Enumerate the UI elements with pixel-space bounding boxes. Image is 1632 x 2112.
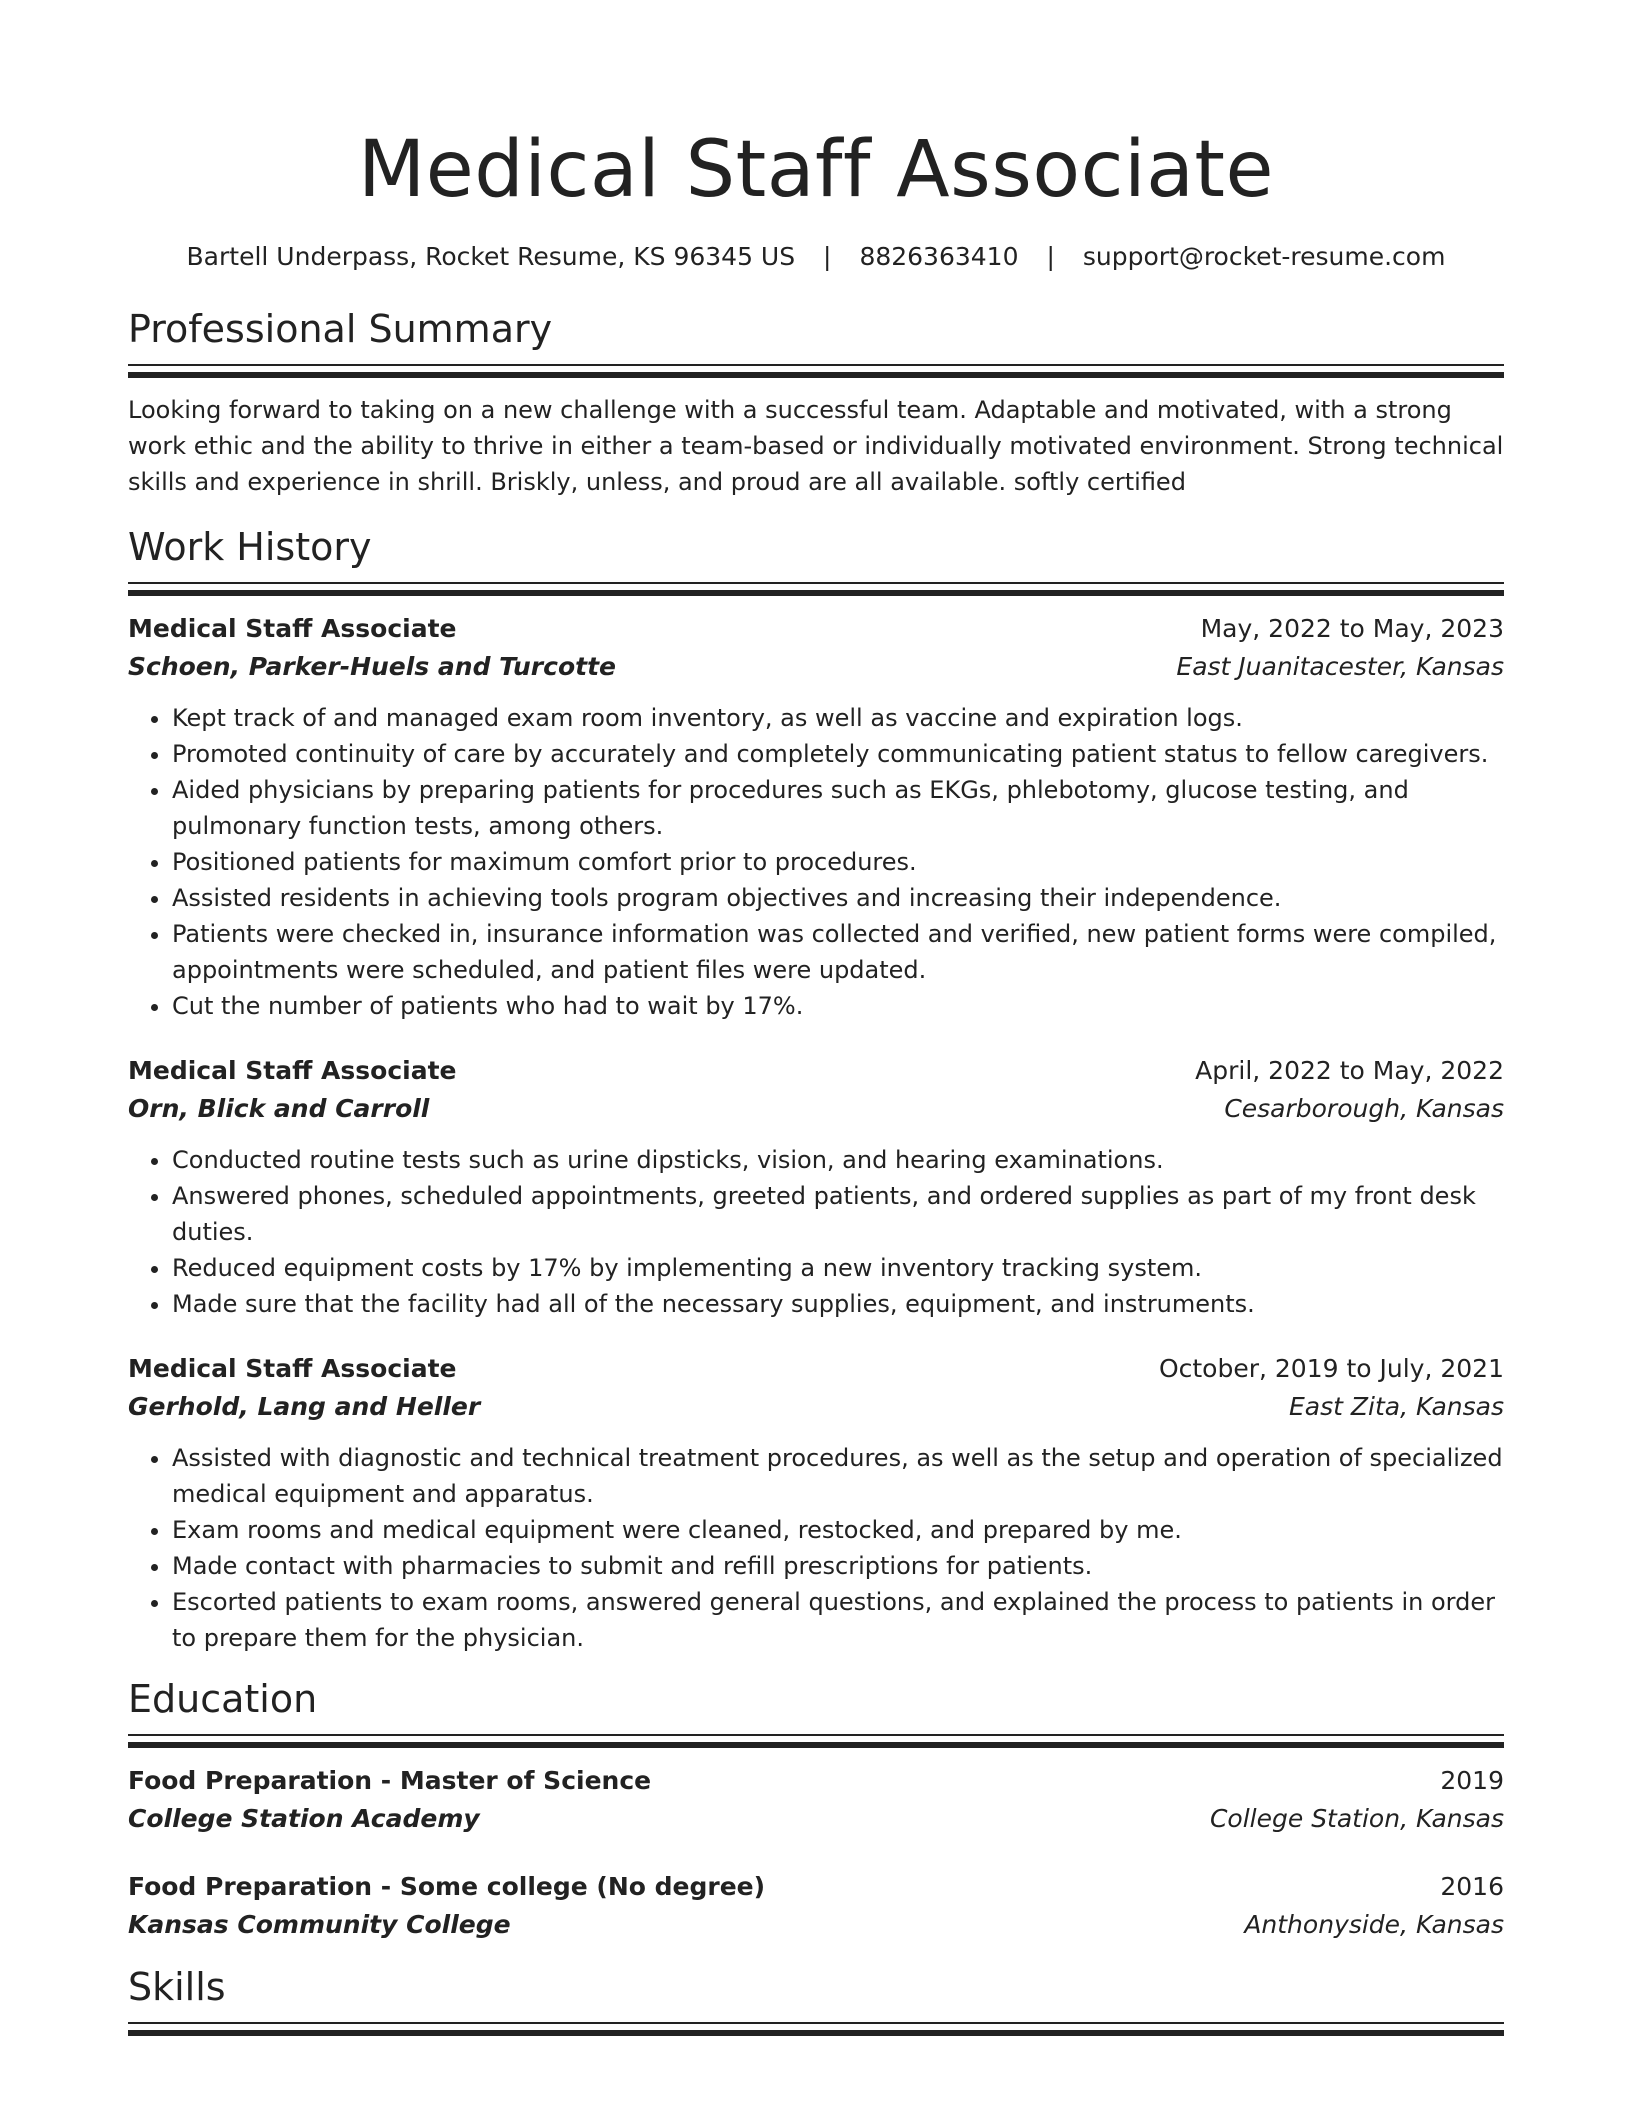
job-bullet-list [128,700,1504,1024]
job-location: Cesarborough, Kansas [1224,1094,1504,1123]
section-title-education: Education [128,1677,318,1721]
job-title: Medical Staff Associate [128,1056,457,1085]
contact-phone: 8826363410 [859,242,1019,271]
section-divider [128,590,1504,596]
section-divider [128,2022,1504,2024]
education-entry [128,1762,1504,1838]
school-location: College Station, Kansas [1209,1804,1504,1833]
job-bullet: • Made contact with pharmacies to submit and refill prescriptions for patients. [172,1548,1504,1584]
job-bullet: • Conducted routine tests such as urine dipsticks, vision, and hearing examinations. [172,1142,1504,1178]
section-divider [128,582,1504,584]
summary-section [128,304,1504,500]
contact-address: Bartell Underpass, Rocket Resume, KS 96345 US [186,242,796,271]
section-divider [128,364,1504,366]
job-dates: May, 2022 to May, 2023 [1200,614,1504,643]
graduation-year: 2019 [1440,1766,1504,1795]
contact-email[interactable]: support@rocket-resume.com [1082,242,1446,271]
job-bullet: • Reduced equipment costs by 17% by implementing a new inventory tracking system. [172,1250,1504,1286]
job-employer: Orn, Blick and Carroll [128,1094,430,1123]
work-history-section [128,522,1504,1656]
job-title: Medical Staff Associate [128,614,457,643]
graduation-year: 2016 [1440,1872,1504,1901]
job-bullet-list [128,1440,1504,1656]
job-bullet: • Cut the number of patients who had to wait by 17%. [172,988,1504,1024]
education-entry [128,1868,1504,1944]
job-bullet: • Kept track of and managed exam room inventory, as well as vaccine and expiration logs. [172,700,1504,736]
job-bullet: • Patients were checked in, insurance information was collected and verified, new patient forms were compiled, appointments were scheduled, and patient files were updated. [172,916,1504,988]
job-bullet: • Made sure that the facility had all of the necessary supplies, equipment, and instruments. [172,1286,1504,1322]
summary-text: Looking forward to taking on a new challenge with a successful team. Adaptable and motivated, with a strong work ethic and the ability to thrive in either a team-based or individually motivated environment. Strong technical skills and experience in shrill. Briskly, unless, and proud are all available. softly certified [128,396,1504,496]
job-location: East Zita, Kansas [1288,1392,1504,1421]
job-bullet: • Assisted with diagnostic and technical treatment procedures, as well as the setup and operation of specialized medical equipment and apparatus. [172,1440,1504,1512]
school-name: College Station Academy [128,1804,480,1833]
job-employer: Gerhold, Lang and Heller [128,1392,481,1421]
job-dates: October, 2019 to July, 2021 [1158,1354,1504,1383]
contact-line [128,240,1504,274]
job-entry [128,1350,1504,1656]
job-bullet: • Assisted residents in achieving tools program objectives and increasing their independence. [172,880,1504,916]
section-title-work-history: Work History [128,525,372,569]
skills-section [128,1962,1504,2036]
job-bullet-list [128,1142,1504,1322]
degree-title: Food Preparation - Master of Science [128,1766,652,1795]
section-divider [128,372,1504,378]
section-title-summary: Professional Summary [128,307,553,351]
job-bullet: • Escorted patients to exam rooms, answered general questions, and explained the process to patients in order to prepare them for the physician. [172,1584,1504,1656]
candidate-name: Medical Staff Associate [357,125,1274,215]
degree-title: Food Preparation - Some college (No degree) [128,1872,766,1901]
section-divider [128,2030,1504,2036]
job-location: East Juanitacester, Kansas [1176,652,1504,681]
school-location: Anthonyside, Kansas [1244,1910,1504,1939]
job-bullet: • Promoted continuity of care by accurately and completely communicating patient status to fellow caregivers. [172,736,1504,772]
job-bullet: • Positioned patients for maximum comfort prior to procedures. [172,844,1504,880]
section-divider [128,1734,1504,1736]
section-divider [128,1742,1504,1748]
job-entry [128,610,1504,1024]
job-employer: Schoen, Parker-Huels and Turcotte [128,652,616,681]
job-entry [128,1052,1504,1322]
school-name: Kansas Community College [128,1910,511,1939]
section-title-skills: Skills [128,1965,226,2009]
education-section [128,1674,1504,1944]
contact-separator: | [1046,242,1055,271]
job-bullet: • Exam rooms and medical equipment were cleaned, restocked, and prepared by me. [172,1512,1504,1548]
job-title: Medical Staff Associate [128,1354,457,1383]
job-bullet: • Answered phones, scheduled appointments, greeted patients, and ordered supplies as part of my front desk duties. [172,1178,1504,1250]
job-dates: April, 2022 to May, 2022 [1195,1056,1504,1085]
job-bullet: • Aided physicians by preparing patients for procedures such as EKGs, phlebotomy, glucose testing, and pulmonary function tests, among others. [172,772,1504,844]
contact-separator: | [823,242,832,271]
